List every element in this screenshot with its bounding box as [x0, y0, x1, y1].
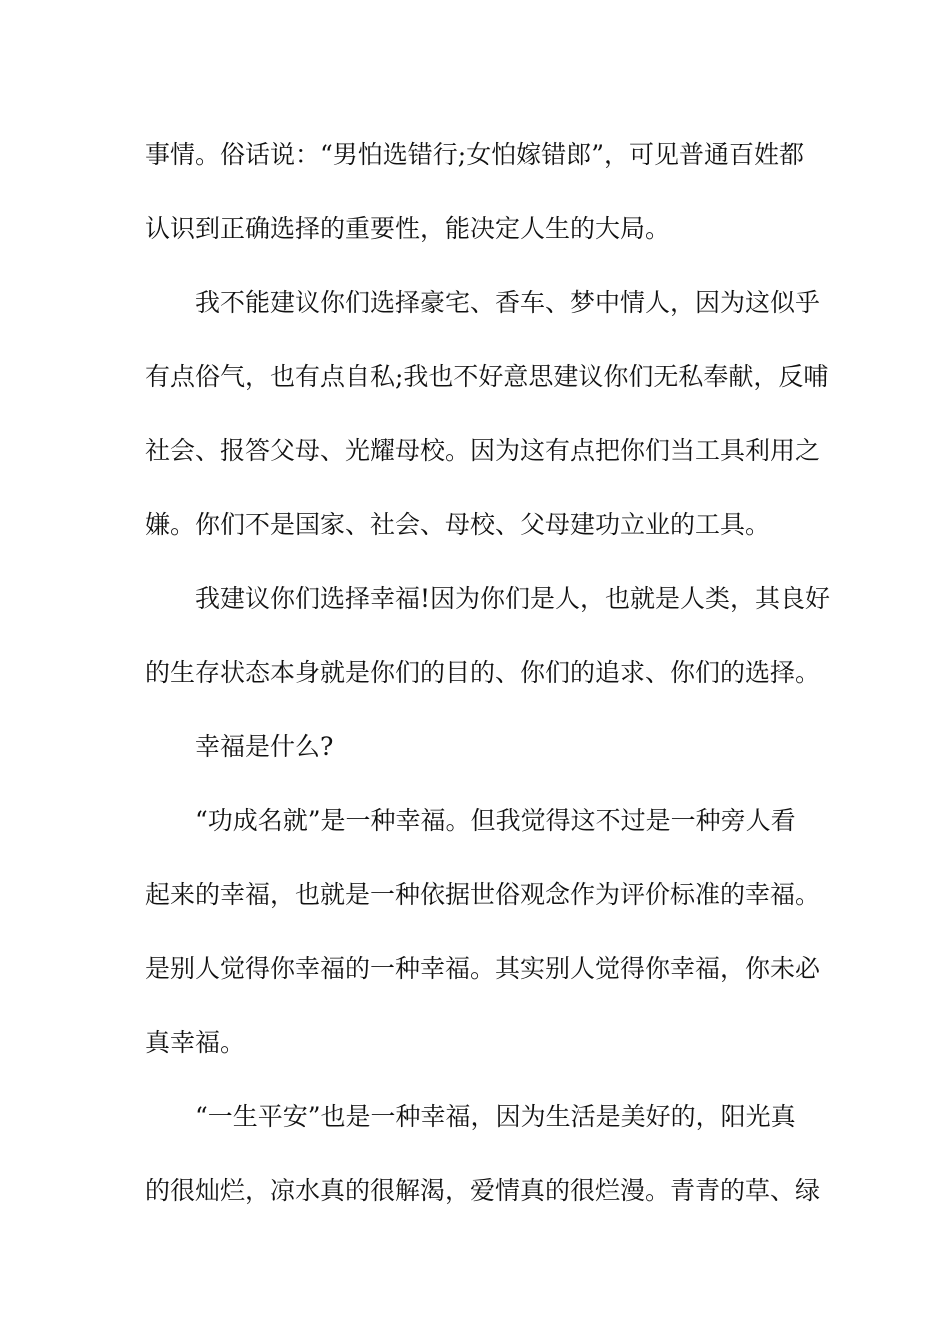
text-line: 认识到正确选择的重要性，能决定人生的大局。	[145, 214, 671, 243]
text-line: 我建议你们选择幸福!因为你们是人，也就是人类，其良好	[195, 584, 831, 613]
text-line: 的生存状态本身就是你们的目的、你们的追求、你们的选择。	[145, 658, 821, 687]
text-line: “一生平安”也是一种幸福，因为生活是美好的，阳光真	[195, 1102, 796, 1131]
text-line: 真幸福。	[145, 1028, 246, 1057]
text-line: 社会、报答父母、光耀母校。因为这有点把你们当工具利用之	[145, 436, 821, 465]
text-line: 事情。俗话说：“男怕选错行;女怕嫁错郎”，可见普通百姓都	[145, 140, 804, 169]
text-line: 幸福是什么?	[195, 732, 334, 761]
text-line: 的很灿烂，凉水真的很解渴，爱情真的很烂漫。青青的草、绿	[145, 1176, 821, 1205]
text-line: 是别人觉得你幸福的一种幸福。其实别人觉得你幸福，你未必	[145, 954, 821, 983]
document-body	[145, 118, 831, 1228]
text-line: “功成名就”是一种幸福。但我觉得这不过是一种旁人看	[195, 806, 796, 835]
text-line: 嫌。你们不是国家、社会、母校、父母建功立业的工具。	[145, 510, 771, 539]
text-line: 我不能建议你们选择豪宅、香车、梦中情人，因为这似乎	[195, 288, 821, 317]
text-line: 有点俗气，也有点自私;我也不好意思建议你们无私奉献，反哺	[145, 362, 829, 391]
text-line: 起来的幸福，也就是一种依据世俗观念作为评价标准的幸福。	[145, 880, 821, 909]
